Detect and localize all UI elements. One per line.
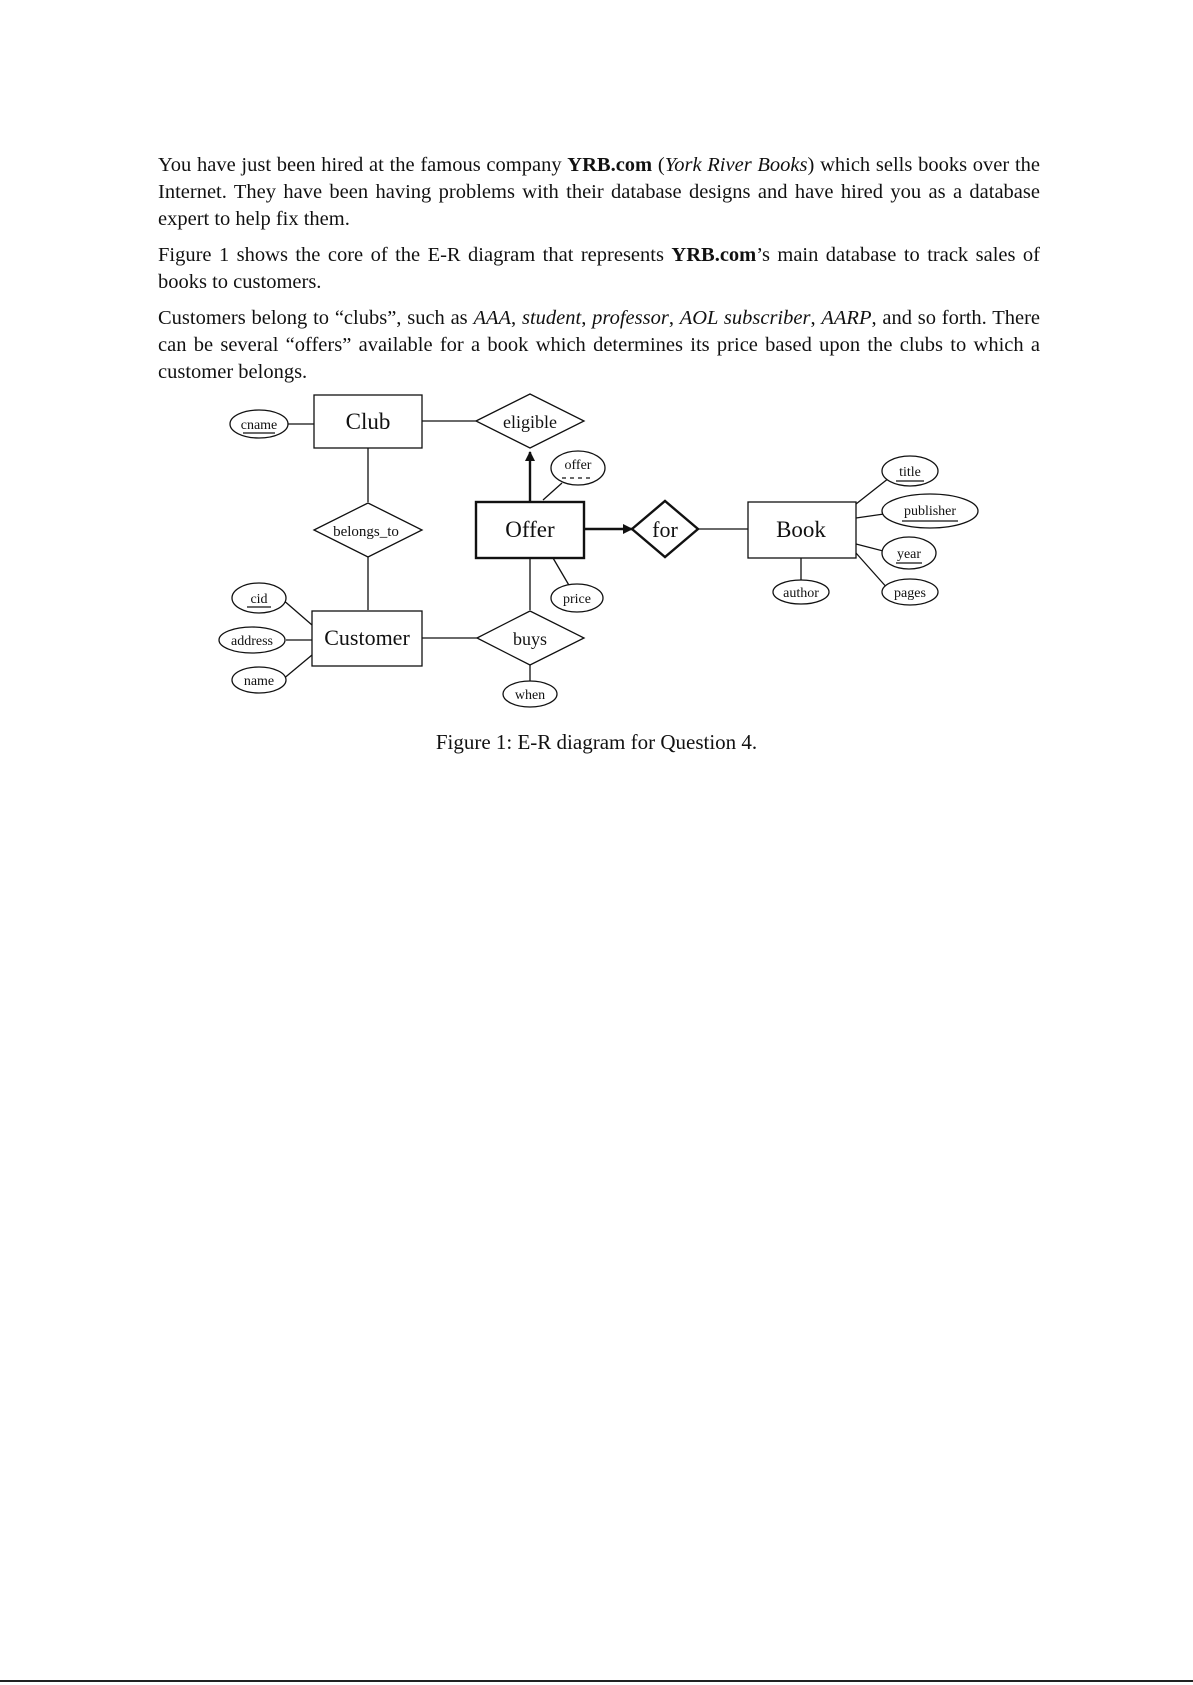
text-run: AOL subscriber xyxy=(679,307,811,329)
text-run: ( xyxy=(652,154,665,176)
relationship-for-label: for xyxy=(652,517,678,542)
attribute-author-label: author xyxy=(783,586,819,601)
attribute-pages-label: pages xyxy=(894,586,926,601)
entity-offer-label: Offer xyxy=(505,517,555,542)
page-bottom-rule xyxy=(0,1680,1193,1682)
text-run: Customers belong to “clubs”, such as xyxy=(158,307,474,329)
attribute-cid-label: cid xyxy=(250,592,268,607)
figure-caption: Figure 1: E-R diagram for Question 4. xyxy=(435,730,758,754)
text-run: YRB.com xyxy=(671,244,757,266)
line-book-title xyxy=(856,478,889,504)
line-customer-cid xyxy=(282,599,312,625)
attribute-when-label: when xyxy=(514,688,546,703)
text-run: Figure 1 shows the core of the E-R diagram that represents xyxy=(158,244,672,266)
entity-club-label: Club xyxy=(345,409,391,434)
attribute-publisher-label: publisher xyxy=(903,504,957,519)
line-offer-offerattr xyxy=(543,483,562,500)
er-diagram xyxy=(0,0,1193,760)
text-run: , xyxy=(511,307,522,329)
text-run: , and so forth. There can be several “offers” available for a book which determines its price based upon the clubs to which a customer belongs. xyxy=(158,307,1041,383)
text-run: professor xyxy=(592,307,669,329)
line-offer-price xyxy=(553,558,570,587)
attribute-name-label: name xyxy=(243,674,275,689)
attribute-title-label: title xyxy=(899,465,921,480)
text-run: You have just been hired at the famous company xyxy=(158,154,568,176)
text-run: student xyxy=(521,307,582,329)
text-run: York River Books xyxy=(664,154,808,176)
attribute-offer-label: offer xyxy=(564,458,592,473)
attribute-price-label: price xyxy=(563,592,591,607)
relationship-buys-label: buys xyxy=(512,629,548,649)
line-customer-name xyxy=(282,655,312,680)
attribute-cname-label: cname xyxy=(240,418,278,433)
text-run: AARP xyxy=(821,307,872,329)
text-run: , xyxy=(810,307,822,329)
text-run: YRB.com xyxy=(567,154,653,176)
attribute-year-label: year xyxy=(896,547,922,562)
text-run: , xyxy=(581,307,593,329)
text-run: ) which sells books over the Internet. They have been having problems with their database designs and have hired you as a database expert to help fix them. xyxy=(158,154,1040,230)
entity-customer-label: Customer xyxy=(324,625,410,650)
entity-book-label: Book xyxy=(776,517,826,542)
relationship-eligible-label: eligible xyxy=(503,412,557,432)
text-run: AAA xyxy=(473,307,512,329)
attribute-address-label: address xyxy=(231,634,273,649)
text-run: , xyxy=(668,307,680,329)
relationship-belongs-to-label: belongs_to xyxy=(333,524,399,540)
text-run: ’s main database to track sales of books to customers. xyxy=(158,244,1040,293)
